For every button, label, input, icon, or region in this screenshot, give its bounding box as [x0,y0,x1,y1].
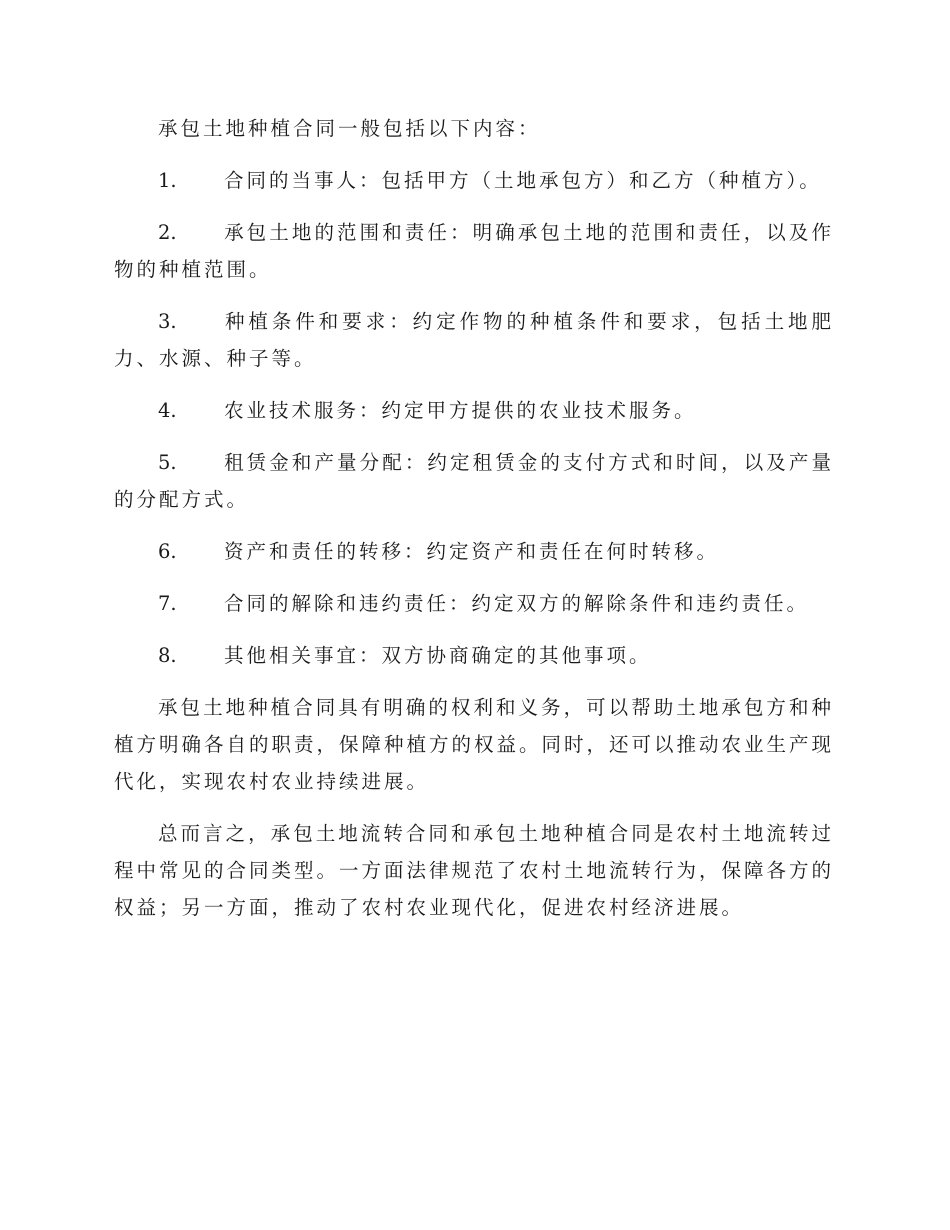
list-item-number: 6. [158,540,177,563]
summary-paragraph: 总而言之，承包土地流转合同和承包土地种植合同是农村土地流转过程中常见的合同类型。一方面法律规范了农村土地流转行为，保障各方的权益；另一方面，推动了农村农业现代化，促进农村经济进展。 [114,822,835,919]
list-item-text: 资产和责任的转移：约定资产和责任在何时转移。 [224,540,720,563]
list-item-text: 租赁金和产量分配：约定租赁金的支付方式和时间，以及产量的分配方式。 [114,451,834,511]
list-item-number: 5. [158,451,177,474]
list-item-number: 1. [158,169,177,192]
list-item-text: 种植条件和要求：约定作物的种植条件和要求，包括土地肥力、水源、种子等。 [114,310,834,370]
list-item-text: 农业技术服务：约定甲方提供的农业技术服务。 [224,399,697,422]
list-item [114,444,834,518]
list-item-text: 合同的当事人：包括甲方（土地承包方）和乙方（种植方）。 [224,169,822,192]
list-item [114,214,834,288]
list-item [114,637,834,674]
list-item-number: 4. [158,399,177,422]
list-item [114,585,834,622]
rights-paragraph: 承包土地种植合同具有明确的权利和义务，可以帮助土地承包方和种植方明确各自的职责，保障种植方的权益。同时，还可以推动农业生产现代化，实现农村农业持续进展。 [114,696,835,793]
list-item [114,162,834,199]
list-item-number: 2. [158,221,177,244]
list-item-number: 7. [158,592,177,615]
list-item-text: 其他相关事宜：双方协商确定的其他事项。 [224,644,652,667]
intro-paragraph: 承包土地种植合同一般包括以下内容： [158,117,541,140]
list-item-text: 合同的解除和违约责任：约定双方的解除条件和违约责任。 [224,592,810,615]
list-item [114,533,834,570]
document-body [114,110,834,941]
list-item [114,303,834,377]
list-item [114,392,834,429]
list-item-number: 8. [158,644,177,667]
list-item-number: 3. [158,310,177,333]
list-item-text: 承包土地的范围和责任：明确承包土地的范围和责任，以及作物的种植范围。 [114,221,834,281]
